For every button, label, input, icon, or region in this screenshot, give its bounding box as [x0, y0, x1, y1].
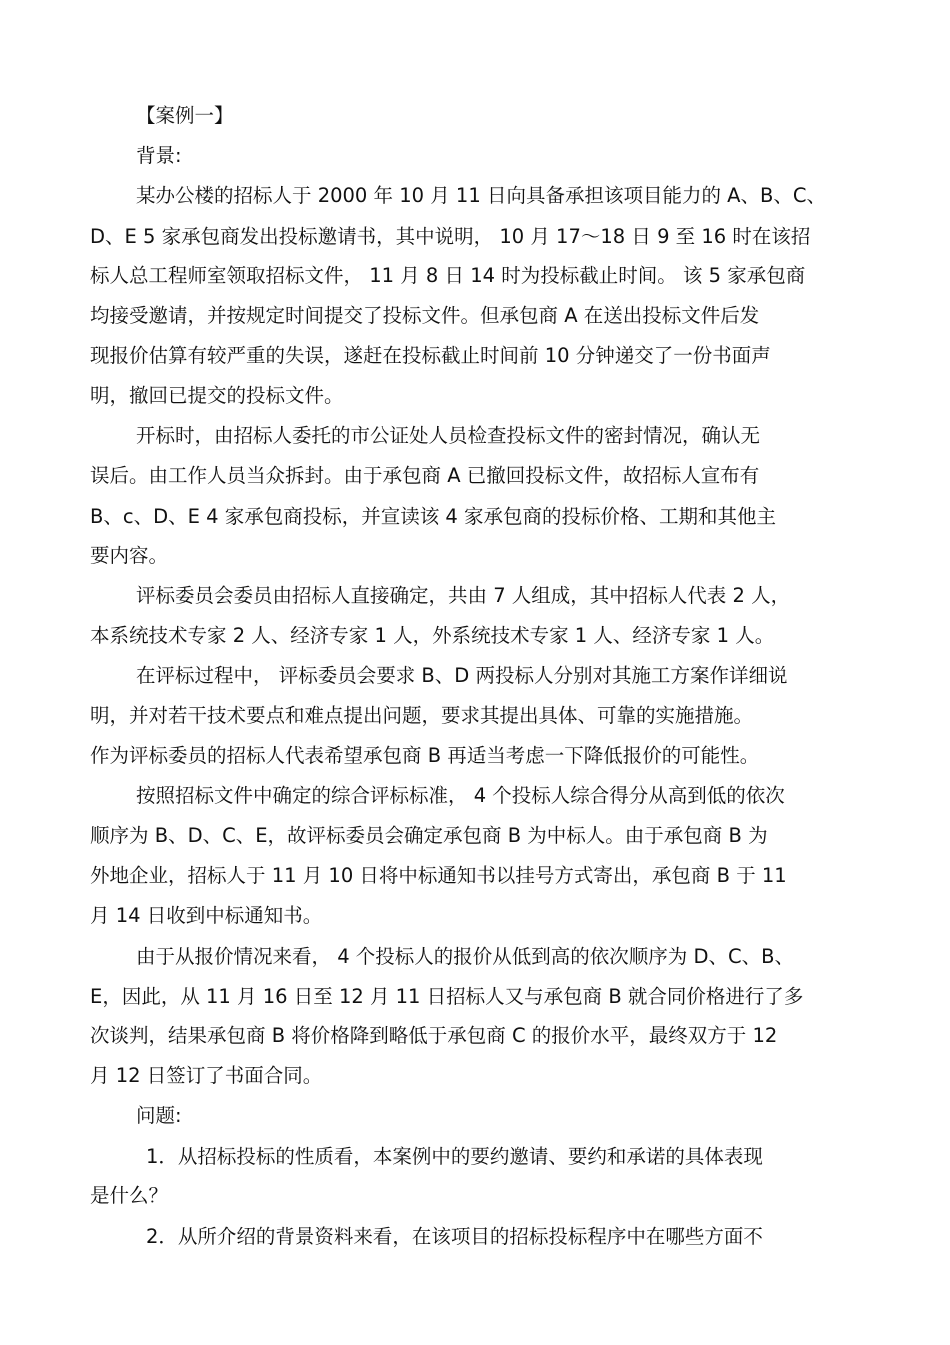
paragraph-line: 顺序为 B、D、C、E，故评标委员会确定承包商 B 为中标人。由于承包商 B 为	[90, 824, 768, 847]
paragraph-line: 作为评标委员的招标人代表希望承包商 B 再适当考虑一下降低报价的可能性。	[90, 744, 760, 767]
paragraph-line: 标人总工程师室领取招标文件， 11 月 8 日 14 时为投标截止时间。 该 5 家承包商	[90, 264, 806, 287]
paragraph-line: 月 12 日签订了书面合同。	[90, 1064, 323, 1087]
paragraph-line: 在评标过程中， 评标委员会要求 B、D 两投标人分别对其施工方案作详细说	[136, 664, 788, 687]
paragraph-line: 评标委员会委员由招标人直接确定，共由 7 人组成，其中招标人代表 2 人，	[136, 584, 791, 607]
paragraph-line: 外地企业，招标人于 11 月 10 日将中标通知书以挂号方式寄出，承包商 B 于 11	[90, 864, 787, 887]
paragraph-line: 均接受邀请，并按规定时间提交了投标文件。但承包商 A 在送出投标文件后发	[90, 304, 760, 327]
paragraph-line: 要内容。	[90, 544, 169, 567]
paragraph-line: 按照招标文件中确定的综合评标标准， 4 个投标人综合得分从高到低的依次	[136, 784, 785, 807]
question-line: 2．从所介绍的背景资料来看，在该项目的招标投标程序中在哪些方面不	[146, 1225, 763, 1248]
questions-label: 问题:	[136, 1104, 182, 1127]
paragraph-line: 明，并对若干技术要点和难点提出问题，要求其提出具体、可靠的实施措施。	[90, 704, 754, 727]
paragraph-line: 次谈判，结果承包商 B 将价格降到略低于承包商 C 的报价水平，最终双方于 12	[90, 1024, 778, 1047]
paragraph-line: 明，撤回已提交的投标文件。	[90, 384, 344, 407]
question-line: 是什么？	[90, 1184, 169, 1207]
paragraph-line: 月 14 日收到中标通知书。	[90, 904, 323, 927]
background-label: 背景:	[136, 144, 182, 167]
paragraph-line: E，因此，从 11 月 16 日至 12 月 11 日招标人又与承包商 B 就合同价格进行了多	[90, 985, 804, 1008]
paragraph-line: 现报价估算有较严重的失误，遂赶在投标截止时间前 10 分钟递交了一份书面声	[90, 344, 771, 367]
question-line: 1．从招标投标的性质看，本案例中的要约邀请、要约和承诺的具体表现	[146, 1145, 763, 1168]
paragraph-line: 某办公楼的招标人于 2000 年 10 月 11 日向具备承担该项目能力的 A、B、C、	[136, 184, 826, 207]
paragraph-line: 误后。由工作人员当众拆封。由于承包商 A 已撤回投标文件，故招标人宣布有	[90, 464, 760, 487]
paragraph-line: B、c、D、E 4 家承包商投标，并宣读该 4 家承包商的投标价格、工期和其他主	[90, 505, 777, 528]
paragraph-line: D、E 5 家承包商发出投标邀请书，其中说明， 10 月 17～18 日 9 至 16 时在该招	[90, 225, 811, 248]
paragraph-line: 本系统技术专家 2 人、经济专家 1 人，外系统技术专家 1 人、经济专家 1 人。	[90, 624, 775, 647]
case-title: 【案例一】	[136, 104, 234, 127]
paragraph-line: 由于从报价情况来看， 4 个投标人的报价从低到高的依次顺序为 D、C、B、	[136, 945, 795, 968]
paragraph-line: 开标时，由招标人委托的市公证处人员检查投标文件的密封情况，确认无	[136, 424, 761, 447]
